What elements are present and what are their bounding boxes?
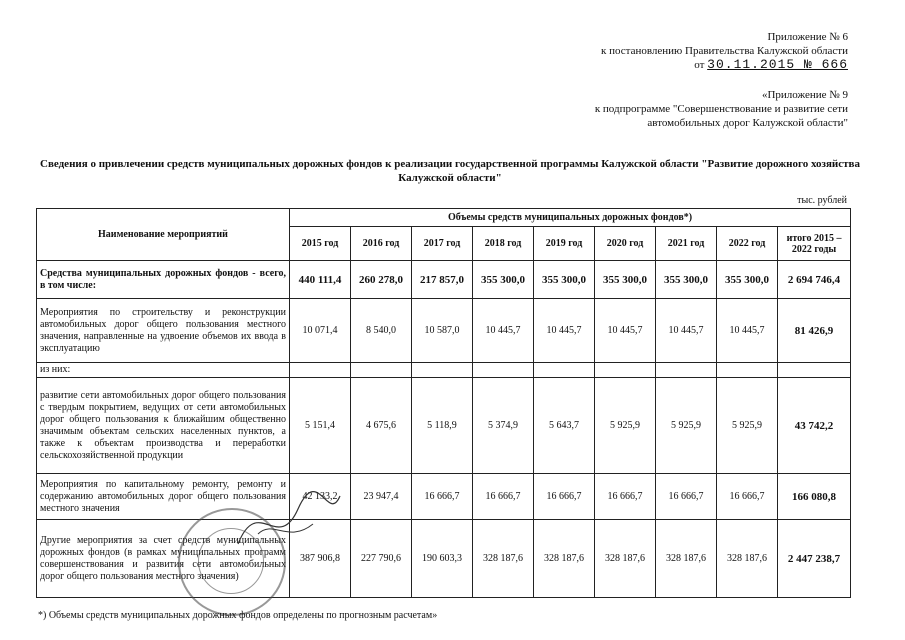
cell-value: 5 118,9: [412, 378, 473, 474]
resolution-date: [601, 58, 848, 72]
cell-value: 42 133,2: [290, 474, 351, 520]
table-row: [37, 261, 851, 299]
cell-total: 43 742,2: [778, 378, 851, 474]
year-header: 2021 год: [656, 227, 717, 261]
date-number: 30.11.2015 № 666: [707, 57, 848, 72]
cell-value: 355 300,0: [595, 261, 656, 299]
cell-total: 2 447 238,7: [778, 520, 851, 598]
year-header: 2022 год: [717, 227, 778, 261]
date-prefix: от: [694, 59, 705, 71]
cell-value: 10 445,7: [473, 299, 534, 363]
cell-value: 10 071,4: [290, 299, 351, 363]
year-header: 2019 год: [534, 227, 595, 261]
cell-value: 355 300,0: [534, 261, 595, 299]
subprogram-line-1: к подпрограмме "Совершенствование и развитие сети: [594, 103, 848, 115]
cell-value: 23 947,4: [351, 474, 412, 520]
cell-value: 8 540,0: [351, 299, 412, 363]
appendix-label: Приложение № 6: [767, 31, 848, 43]
cell-value: 16 666,7: [473, 474, 534, 520]
footnote: *) Объемы средств муниципальных дорожных фондов определены по прогнозным расчетам»: [38, 610, 438, 621]
cell-value: 5 374,9: [473, 378, 534, 474]
cell-value: 16 666,7: [412, 474, 473, 520]
year-header: 2016 год: [351, 227, 412, 261]
row-name: Мероприятия по капитальному ремонту, ремонту и содержанию автомобильных дорог общего пользования местного значения: [37, 474, 290, 520]
appendix9-label: «Приложение № 9: [761, 89, 848, 101]
table-row: [37, 520, 851, 598]
cell-value: 355 300,0: [717, 261, 778, 299]
cell-total: 81 426,9: [778, 299, 851, 363]
row-name: Мероприятия по строительству и реконструкции автомобильных дорог общего пользования местного значения, направленные на удвоение объемов их ввода в эксплуатацию: [37, 299, 290, 363]
cell-value: 440 111,4: [290, 261, 351, 299]
table-row: [37, 474, 851, 520]
units-label: тыс. рублей: [797, 195, 847, 206]
cell-value: 328 187,6: [473, 520, 534, 598]
document-title: Сведения о привлечении средств муниципальных дорожных фондов к реализации государственной программы Калужской области "Развитие дорожного хозяйства Калужской области": [40, 158, 860, 184]
table-row: [37, 299, 851, 363]
appendix9-header: [595, 88, 848, 130]
cell-total: 2 694 746,4: [778, 261, 851, 299]
cell-value: 217 857,0: [412, 261, 473, 299]
cell-value: 5 151,4: [290, 378, 351, 474]
row-name: Другие мероприятия за счет средств муниципальных дорожных фондов (в рамках муниципальных программ совершенствования и развития сети автомобильных дорог общего пользования местного значения): [37, 520, 290, 598]
cell-value: 16 666,7: [595, 474, 656, 520]
row-name: развитие сети автомобильных дорог общего пользования с твердым покрытием, ведущих от сети автомобильных дорог общего пользования к ближайшим общественно значимым объектам сельских населенных пунктов, а также к объектам производства и переработки сельскохозяйственной продукции: [37, 378, 290, 474]
cell-value: 10 445,7: [717, 299, 778, 363]
cell-value: 328 187,6: [534, 520, 595, 598]
table-row: [37, 363, 851, 378]
year-header: 2015 год: [290, 227, 351, 261]
cell-value: 355 300,0: [473, 261, 534, 299]
cell-value: 227 790,6: [351, 520, 412, 598]
cell-value: 328 187,6: [656, 520, 717, 598]
cell-value: 190 603,3: [412, 520, 473, 598]
cell-value: 260 278,0: [351, 261, 412, 299]
cell-value: 5 925,9: [656, 378, 717, 474]
group-header: Объемы средств муниципальных дорожных фондов*): [290, 209, 851, 227]
table-row: [37, 378, 851, 474]
funds-table: [36, 208, 851, 598]
cell-value: 16 666,7: [534, 474, 595, 520]
cell-value: 328 187,6: [717, 520, 778, 598]
cell-value: 16 666,7: [656, 474, 717, 520]
cell-value: 387 906,8: [290, 520, 351, 598]
appendix-header: [601, 30, 848, 72]
row-name: Средства муниципальных дорожных фондов - всего, в том числе:: [37, 261, 290, 299]
row-name: из них:: [37, 363, 290, 378]
resolution-line: к постановлению Правительства Калужской области: [601, 45, 848, 57]
cell-value: 16 666,7: [717, 474, 778, 520]
year-header: 2017 год: [412, 227, 473, 261]
cell-value: 355 300,0: [656, 261, 717, 299]
cell-value: 328 187,6: [595, 520, 656, 598]
cell-value: 10 587,0: [412, 299, 473, 363]
cell-value: 10 445,7: [595, 299, 656, 363]
year-header: 2020 год: [595, 227, 656, 261]
year-header: 2018 год: [473, 227, 534, 261]
total-header: итого 2015 – 2022 годы: [778, 227, 851, 261]
cell-value: 10 445,7: [656, 299, 717, 363]
cell-value: 5 643,7: [534, 378, 595, 474]
cell-value: 5 925,9: [717, 378, 778, 474]
signature-mark: [228, 484, 348, 564]
cell-value: 5 925,9: [595, 378, 656, 474]
subprogram-line-2: автомобильных дорог Калужской области": [647, 117, 848, 129]
cell-total: 166 080,8: [778, 474, 851, 520]
col-name-header: Наименование мероприятий: [37, 209, 290, 261]
cell-value: 4 675,6: [351, 378, 412, 474]
cell-value: 10 445,7: [534, 299, 595, 363]
